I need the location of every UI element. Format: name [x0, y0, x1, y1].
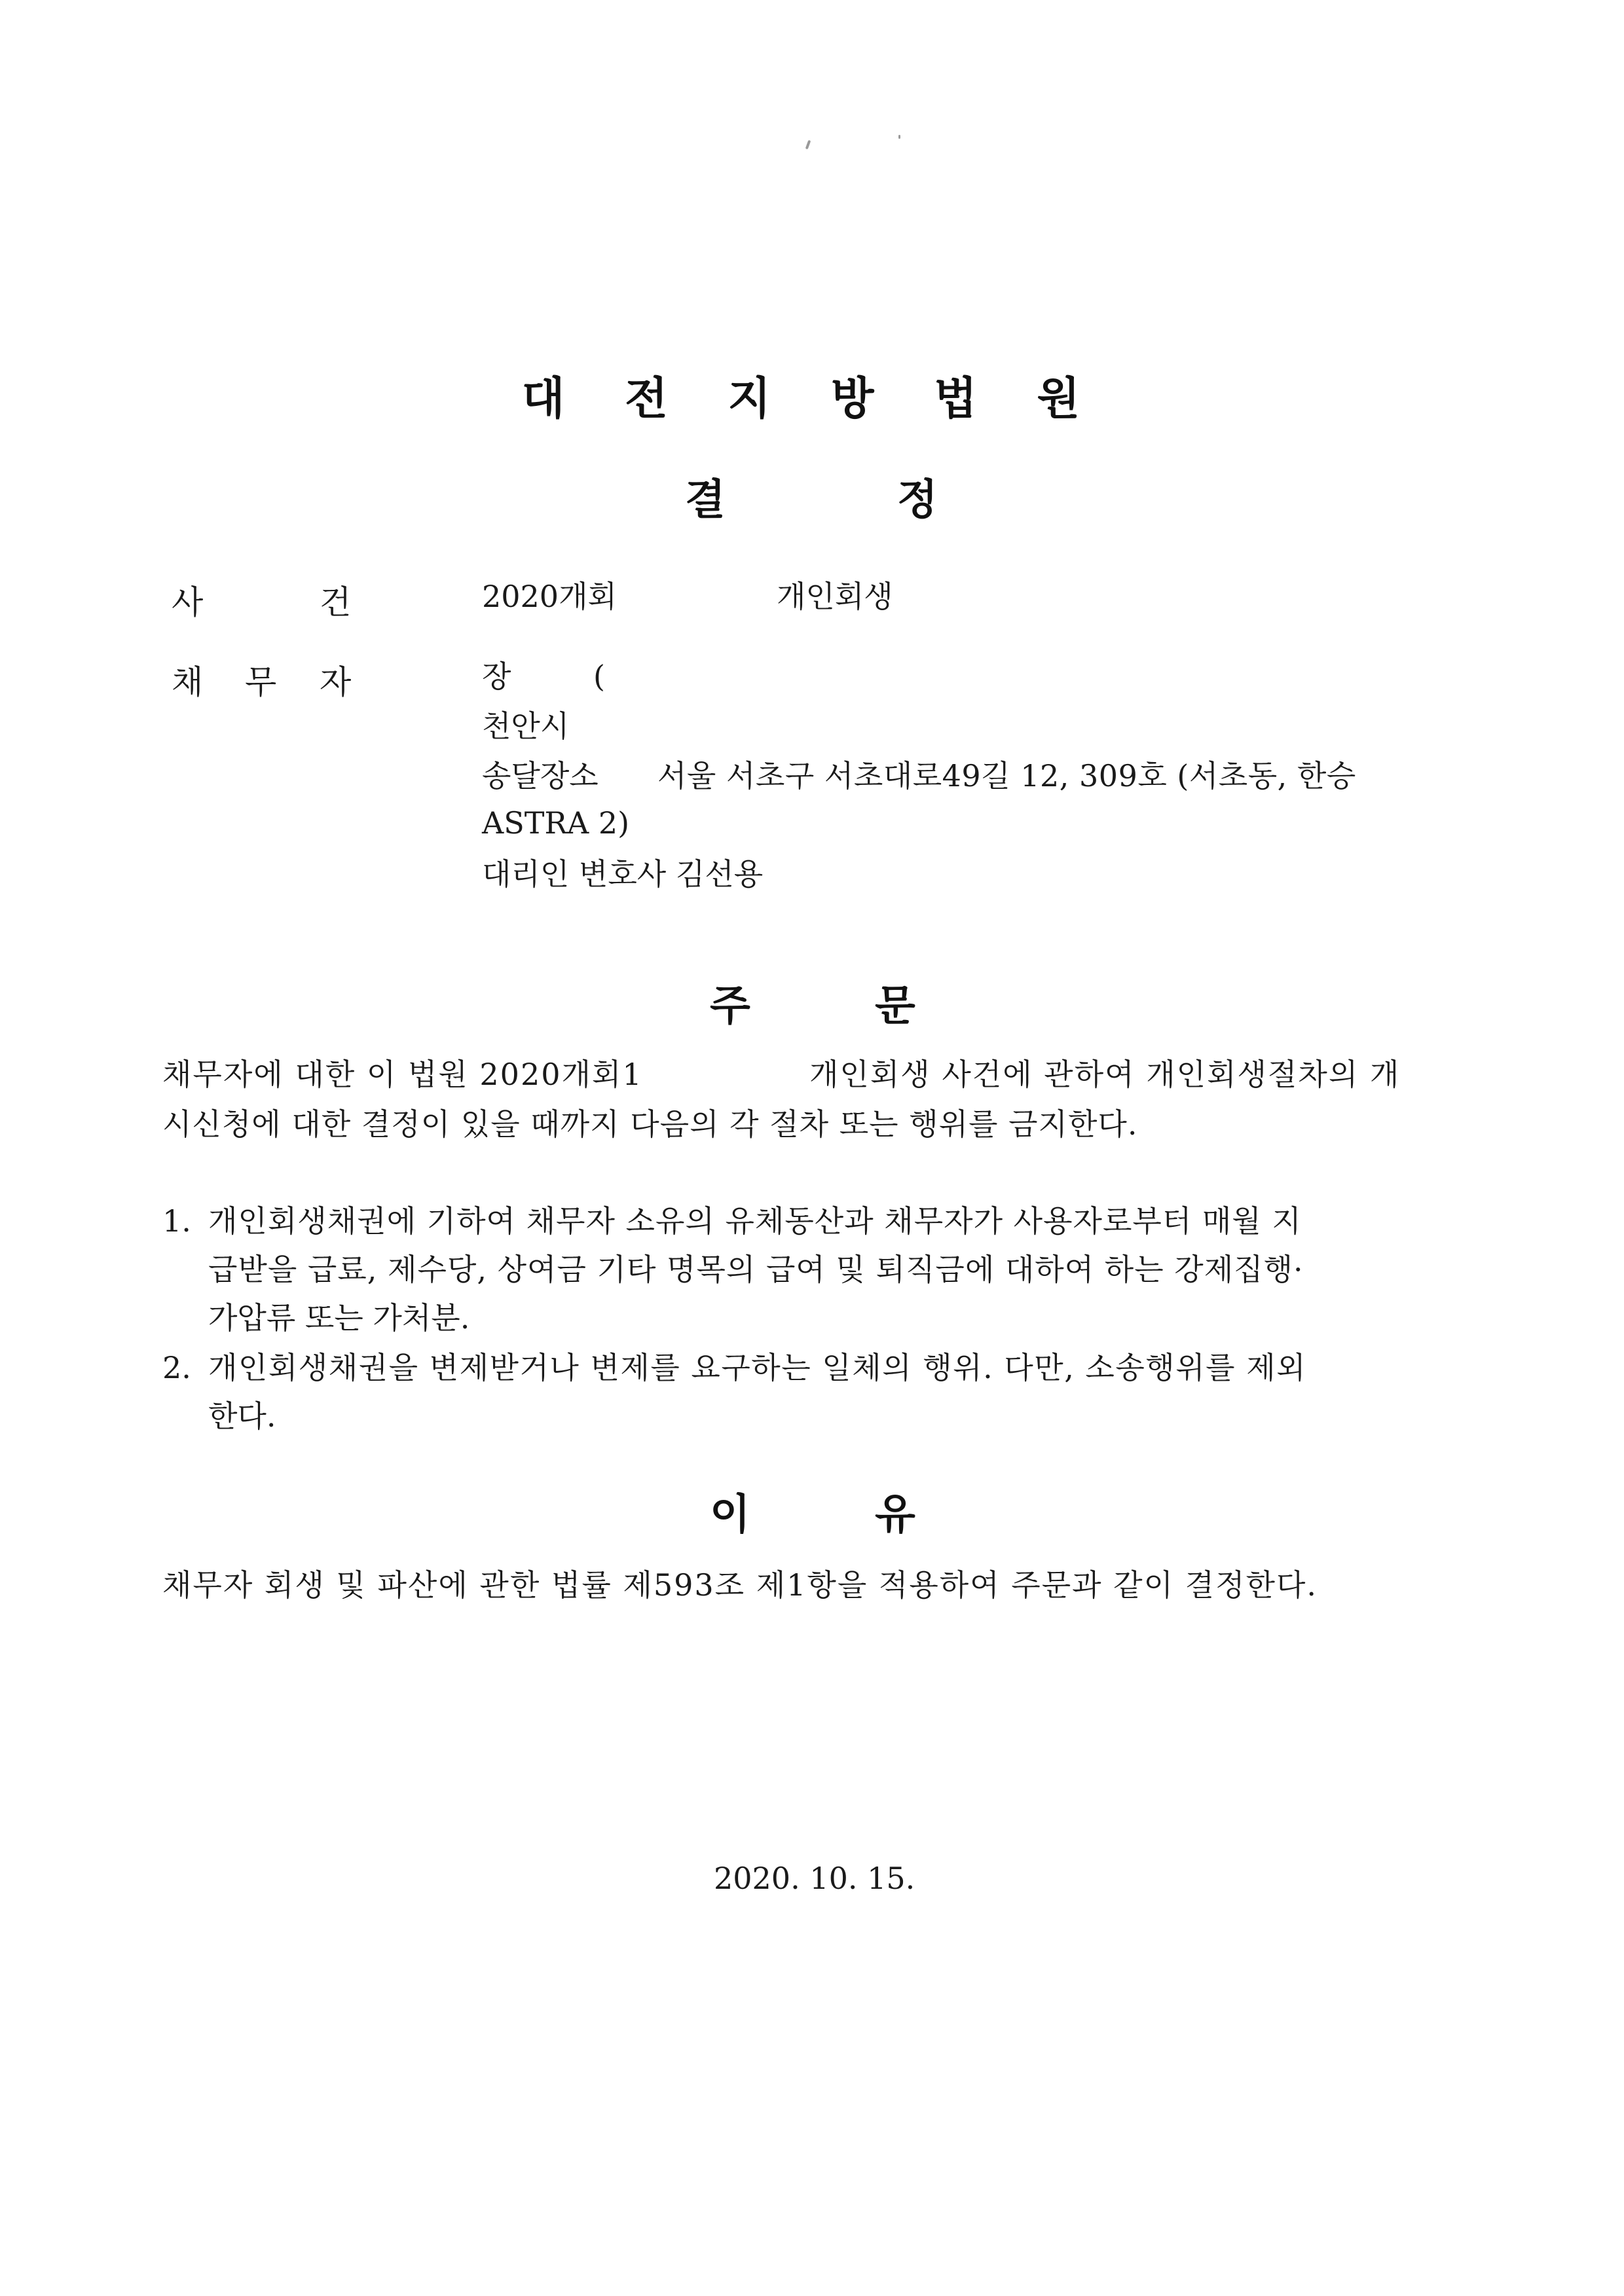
debtor-label-char: 채: [172, 663, 204, 701]
doc-type-right: 정: [897, 476, 938, 524]
order-item-line: 한다.: [208, 1398, 276, 1434]
order-item-line: 개인회생채권을 변제받거나 변제를 요구하는 일체의 행위. 다만, 소송행위를 제외: [208, 1350, 1307, 1385]
order-item-line: 개인회생채권에 기하여 채무자 소유의 유체동산과 채무자가 사용자로부터 매월 지: [208, 1203, 1302, 1239]
scan-mark: [898, 135, 900, 139]
order-item-line: 급받을 급료, 제수당, 상여금 기타 명목의 급여 및 퇴직금에 대하여 하는 강제집행·: [208, 1252, 1304, 1287]
order-heading-right: 문: [875, 982, 915, 1030]
service-address-line2: ASTRA 2): [482, 805, 630, 841]
case-number: 2020개회: [482, 579, 617, 614]
debtor-agent: 대리인 변호사 김선용: [482, 856, 764, 892]
order-intro-line1-b: 개인회생 사건에 관하여 개인회생절차의 개: [809, 1057, 1401, 1092]
case-label-char: 사: [172, 583, 204, 621]
case-label-char: 건: [320, 583, 352, 621]
debtor-name: 장: [482, 659, 511, 694]
scan-mark: [805, 140, 811, 150]
order-intro-line1-a: 채무자에 대한 이 법원 2020개회1: [162, 1057, 643, 1092]
reason-heading-left: 이: [710, 1491, 750, 1539]
reason-text: 채무자 회생 및 파산에 관한 법률 제593조 제1항을 적용하여 주문과 같이 결정한다.: [162, 1567, 1318, 1603]
order-item-line: 가압류 또는 가처분.: [208, 1300, 470, 1336]
service-address-line1: 서울 서초구 서초대로49길 12, 309호 (서초동, 한승: [657, 758, 1356, 793]
doc-type-left: 결: [685, 476, 726, 524]
service-label: 송달장소: [482, 758, 599, 793]
order-item-number: 1.: [162, 1203, 191, 1239]
debtor-label-char: 무: [245, 663, 277, 701]
decision-date: 2020. 10. 15.: [714, 1861, 915, 1896]
debtor-label-char: 자: [320, 663, 352, 701]
order-item-number: 2.: [162, 1350, 191, 1385]
debtor-paren: (: [593, 659, 605, 694]
debtor-address-city: 천안시: [482, 708, 570, 744]
order-intro-line2: 시신청에 대한 결정이 있을 때까지 다음의 각 절차 또는 행위를 금지한다.: [162, 1106, 1138, 1142]
reason-heading-right: 유: [875, 1491, 915, 1539]
court-name: 대 전 지 방 법 원: [521, 373, 1103, 425]
case-name: 개인회생: [777, 579, 893, 614]
order-heading-left: 주: [710, 982, 750, 1030]
